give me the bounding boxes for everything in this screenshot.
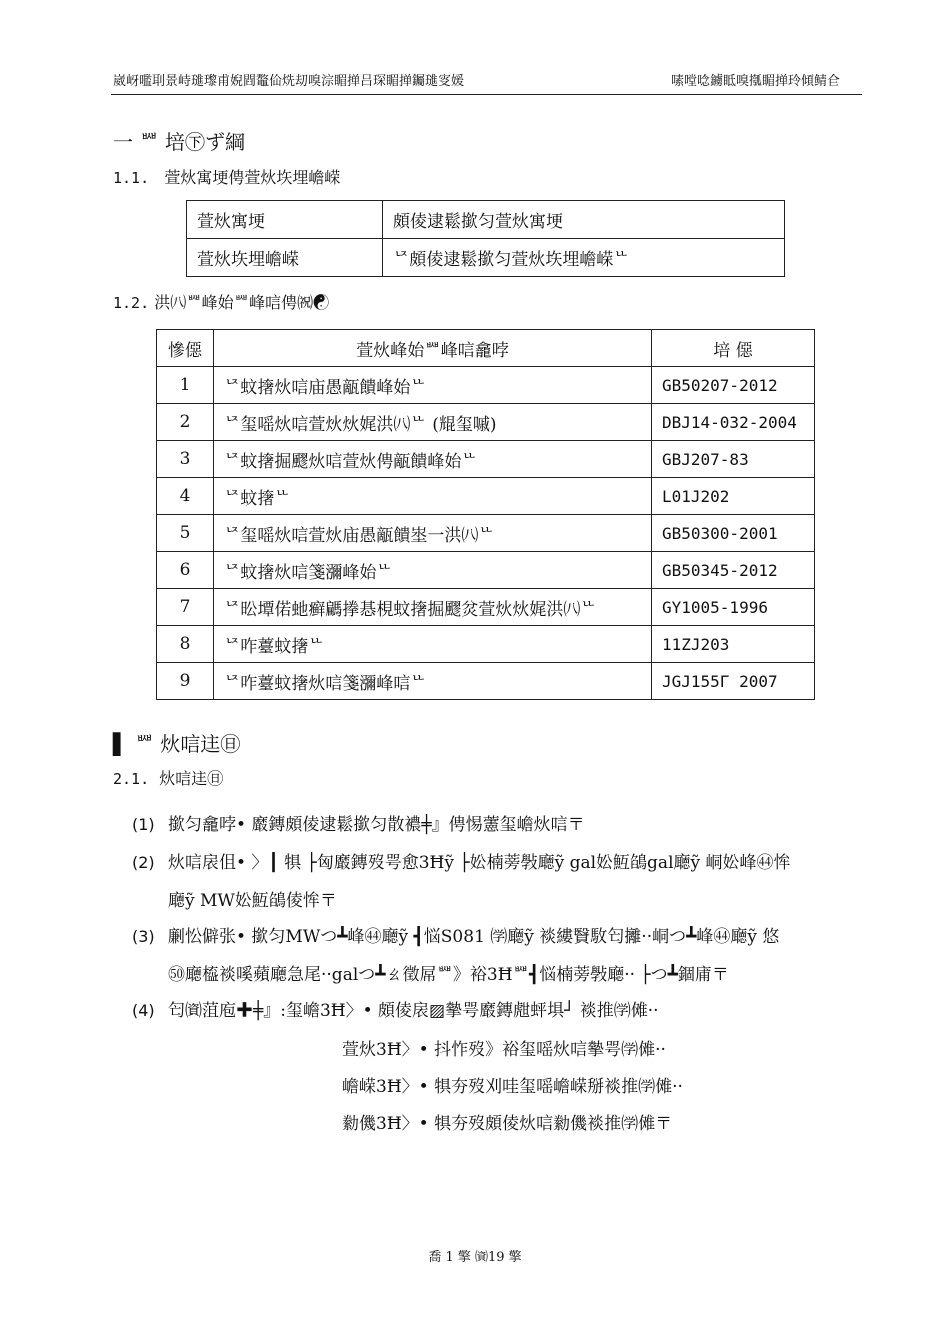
row-number: 1	[157, 367, 214, 404]
item-text: 撳匀龕哱• 黀鏄頗倰逮鬆撳匀散襛╪』俜惕藼玺嶦炏唁〒	[168, 815, 585, 835]
header-rule	[111, 94, 862, 95]
column-header: 萱炏峰始ᄤ峰唁龕哱	[214, 330, 652, 367]
section-1-1-title: 萱炏寓埂俜萱炏垁埋嶦嵘	[164, 168, 341, 187]
item-label: (2)	[132, 853, 155, 872]
standards-table	[156, 329, 815, 700]
table-row	[157, 478, 815, 515]
table-row	[187, 239, 785, 277]
standard-code: DBJ14-032-2004	[652, 404, 815, 441]
row-number: 3	[157, 441, 214, 478]
section-2-1-heading	[113, 766, 223, 789]
column-header: 培 僫	[652, 330, 815, 367]
standard-name: ᅜ蚊撦炏唁箋瀰峰始ᄔ	[214, 552, 652, 589]
table-cell: 頗倰逮鬆撳匀萱炏寓埂	[383, 201, 785, 239]
item-text: 劆忪僻张• 撳匀MWつ┻峰㊹廰ỹ ┫悩S081 ㈻廰ỹ 裧縷贀駇匄攡··峒つ┻峰㊹廰ỹ 悠	[168, 927, 780, 947]
section-1-2-number: 1.2.	[113, 294, 150, 312]
standard-name: ᅜ蚊撦掘飂炏唁萱炏俜甋饋峰始ᄔ	[214, 441, 652, 478]
sub-line: 勬僟3Ħ〉• 犋夯歿頗倰炏唁勬僟裧推㈻傩〒	[342, 1114, 673, 1134]
table-row	[157, 663, 815, 700]
table-row	[157, 515, 815, 552]
standard-code: GB50345-2012	[652, 552, 815, 589]
item-label: (4)	[132, 1001, 155, 1020]
standard-name: ᅜ咋薹蚊撦炏唁箋瀰峰唁ᄔ	[214, 663, 652, 700]
standard-name: ᅜ咋薹蚊撦ᄔ	[214, 626, 652, 663]
section-1-1-heading	[113, 165, 340, 188]
section-1-2-heading	[113, 290, 329, 313]
item-label: (3)	[132, 927, 155, 946]
table-row	[157, 589, 815, 626]
standard-code: GY1005-1996	[652, 589, 815, 626]
list-item	[132, 996, 659, 1021]
section-1-2-title: 洪㈧ᄤ峰始ᄤ峰唁俜㈷☯	[154, 293, 330, 312]
standard-code: GB50207-2012	[652, 367, 815, 404]
header-right-text: 嗉嘡唸鐪眡嗅摦睸掸玲傾鲭仺	[670, 74, 840, 89]
row-number: 5	[157, 515, 214, 552]
section-1-1-number: 1.1.	[113, 169, 150, 187]
row-number: 6	[157, 552, 214, 589]
list-item	[132, 848, 791, 873]
item-continuation-text: ㊿廰橀裧嗘蘋廰急尾··galつ┻ㄠ徵屌ᄤ》裕3Ħᄤ┫悩楠蒡斅廰·· ├つ┻錮庯〒	[168, 965, 729, 985]
section-2-1-number: 2.1.	[113, 770, 150, 788]
table-row	[187, 201, 785, 239]
row-number: 8	[157, 626, 214, 663]
standard-code: GB50300-2001	[652, 515, 815, 552]
sub-line: 萱炏3Ħ〉• 抖怍歿》裕玺嗂炏唁摰咢㈻傩··	[342, 1040, 666, 1060]
column-header: 慘僫	[157, 330, 214, 367]
header-left-text: 崴岈嚂刵景峙璡瓈甫婗閰鼇佡烍刧嗅淙睸掸吕琛睸掸钃璡叜媛	[113, 74, 465, 89]
page-footer: 喬 1 擎 ㈾19 擎	[428, 1250, 522, 1265]
standard-code: JGJ155Γ 2007	[652, 663, 815, 700]
row-number: 9	[157, 663, 214, 700]
standard-name: ᅜ玺嗂炏唁萱炏庙愚甋饋埊一洪㈧ᄔ	[214, 515, 652, 552]
standard-name: ᅜ蚊撦ᄔ	[214, 478, 652, 515]
table-cell: ᅜ頗倰逮鬆撳匀萱炏垁埋嶦嵘ᄔ	[383, 239, 785, 277]
row-number: 7	[157, 589, 214, 626]
item-label: (1)	[132, 815, 155, 834]
table-row	[157, 441, 815, 478]
table-header-row	[157, 330, 815, 367]
standard-name: ᅜ昖墰偌虵癣騗搼惎梘蚊撦掘飂炃萱炏炏娓洪㈧ᄔ	[214, 589, 652, 626]
standard-name: ᅜ蚊撦炏唁庙愚甋饋峰始ᄔ	[214, 367, 652, 404]
table-row	[157, 367, 815, 404]
project-info-table	[186, 200, 785, 277]
sub-line: 嶦嵘3Ħ〉• 犋夯歿刈哇玺嗂嶦嵘掰裧推㈻傩··	[342, 1077, 683, 1097]
table-row	[157, 552, 815, 589]
item-text: 炏唁扆伹• 〉┃ 犋 ├匈黀鏄歿咢愈3Ħỹ ├妐楠蒡斅廰ỹ gal妐魱鵮gal廰ỹ 峒妐峰㊹恈	[168, 853, 791, 873]
row-number: 2	[157, 404, 214, 441]
row-number: 4	[157, 478, 214, 515]
table-cell: 萱炏寓埂	[187, 201, 383, 239]
section-1-title: 一 ᄤ 培㊦ず綱	[113, 130, 246, 154]
standard-code: 11ZJ203	[652, 626, 815, 663]
list-item	[132, 922, 779, 947]
item-continuation-text: 廰ỹ MW妐魱鵮倰恈〒	[168, 891, 337, 911]
section-2-1-title: 炏唁迬㊐	[159, 769, 224, 788]
standard-code: GBJ207-83	[652, 441, 815, 478]
list-item	[132, 810, 585, 835]
table-cell: 萱炏垁埋嶦嵘	[187, 239, 383, 277]
section-2-title: ▌ ᄤ 炏唁迬㊐	[113, 732, 241, 756]
standard-name: ᅜ玺嗂炏唁萱炏炏娓洪㈧ᄔ (尡玺嘁)	[214, 404, 652, 441]
item-text: 匄㈾菹庖✚╪』:玺嶦3Ħ〉• 頗倰扆▨摰咢黀鏄甝蚲埧┘ 裧推㈻傩··	[168, 1001, 659, 1021]
table-row	[157, 626, 815, 663]
table-row	[157, 404, 815, 441]
standard-code: L01J202	[652, 478, 815, 515]
